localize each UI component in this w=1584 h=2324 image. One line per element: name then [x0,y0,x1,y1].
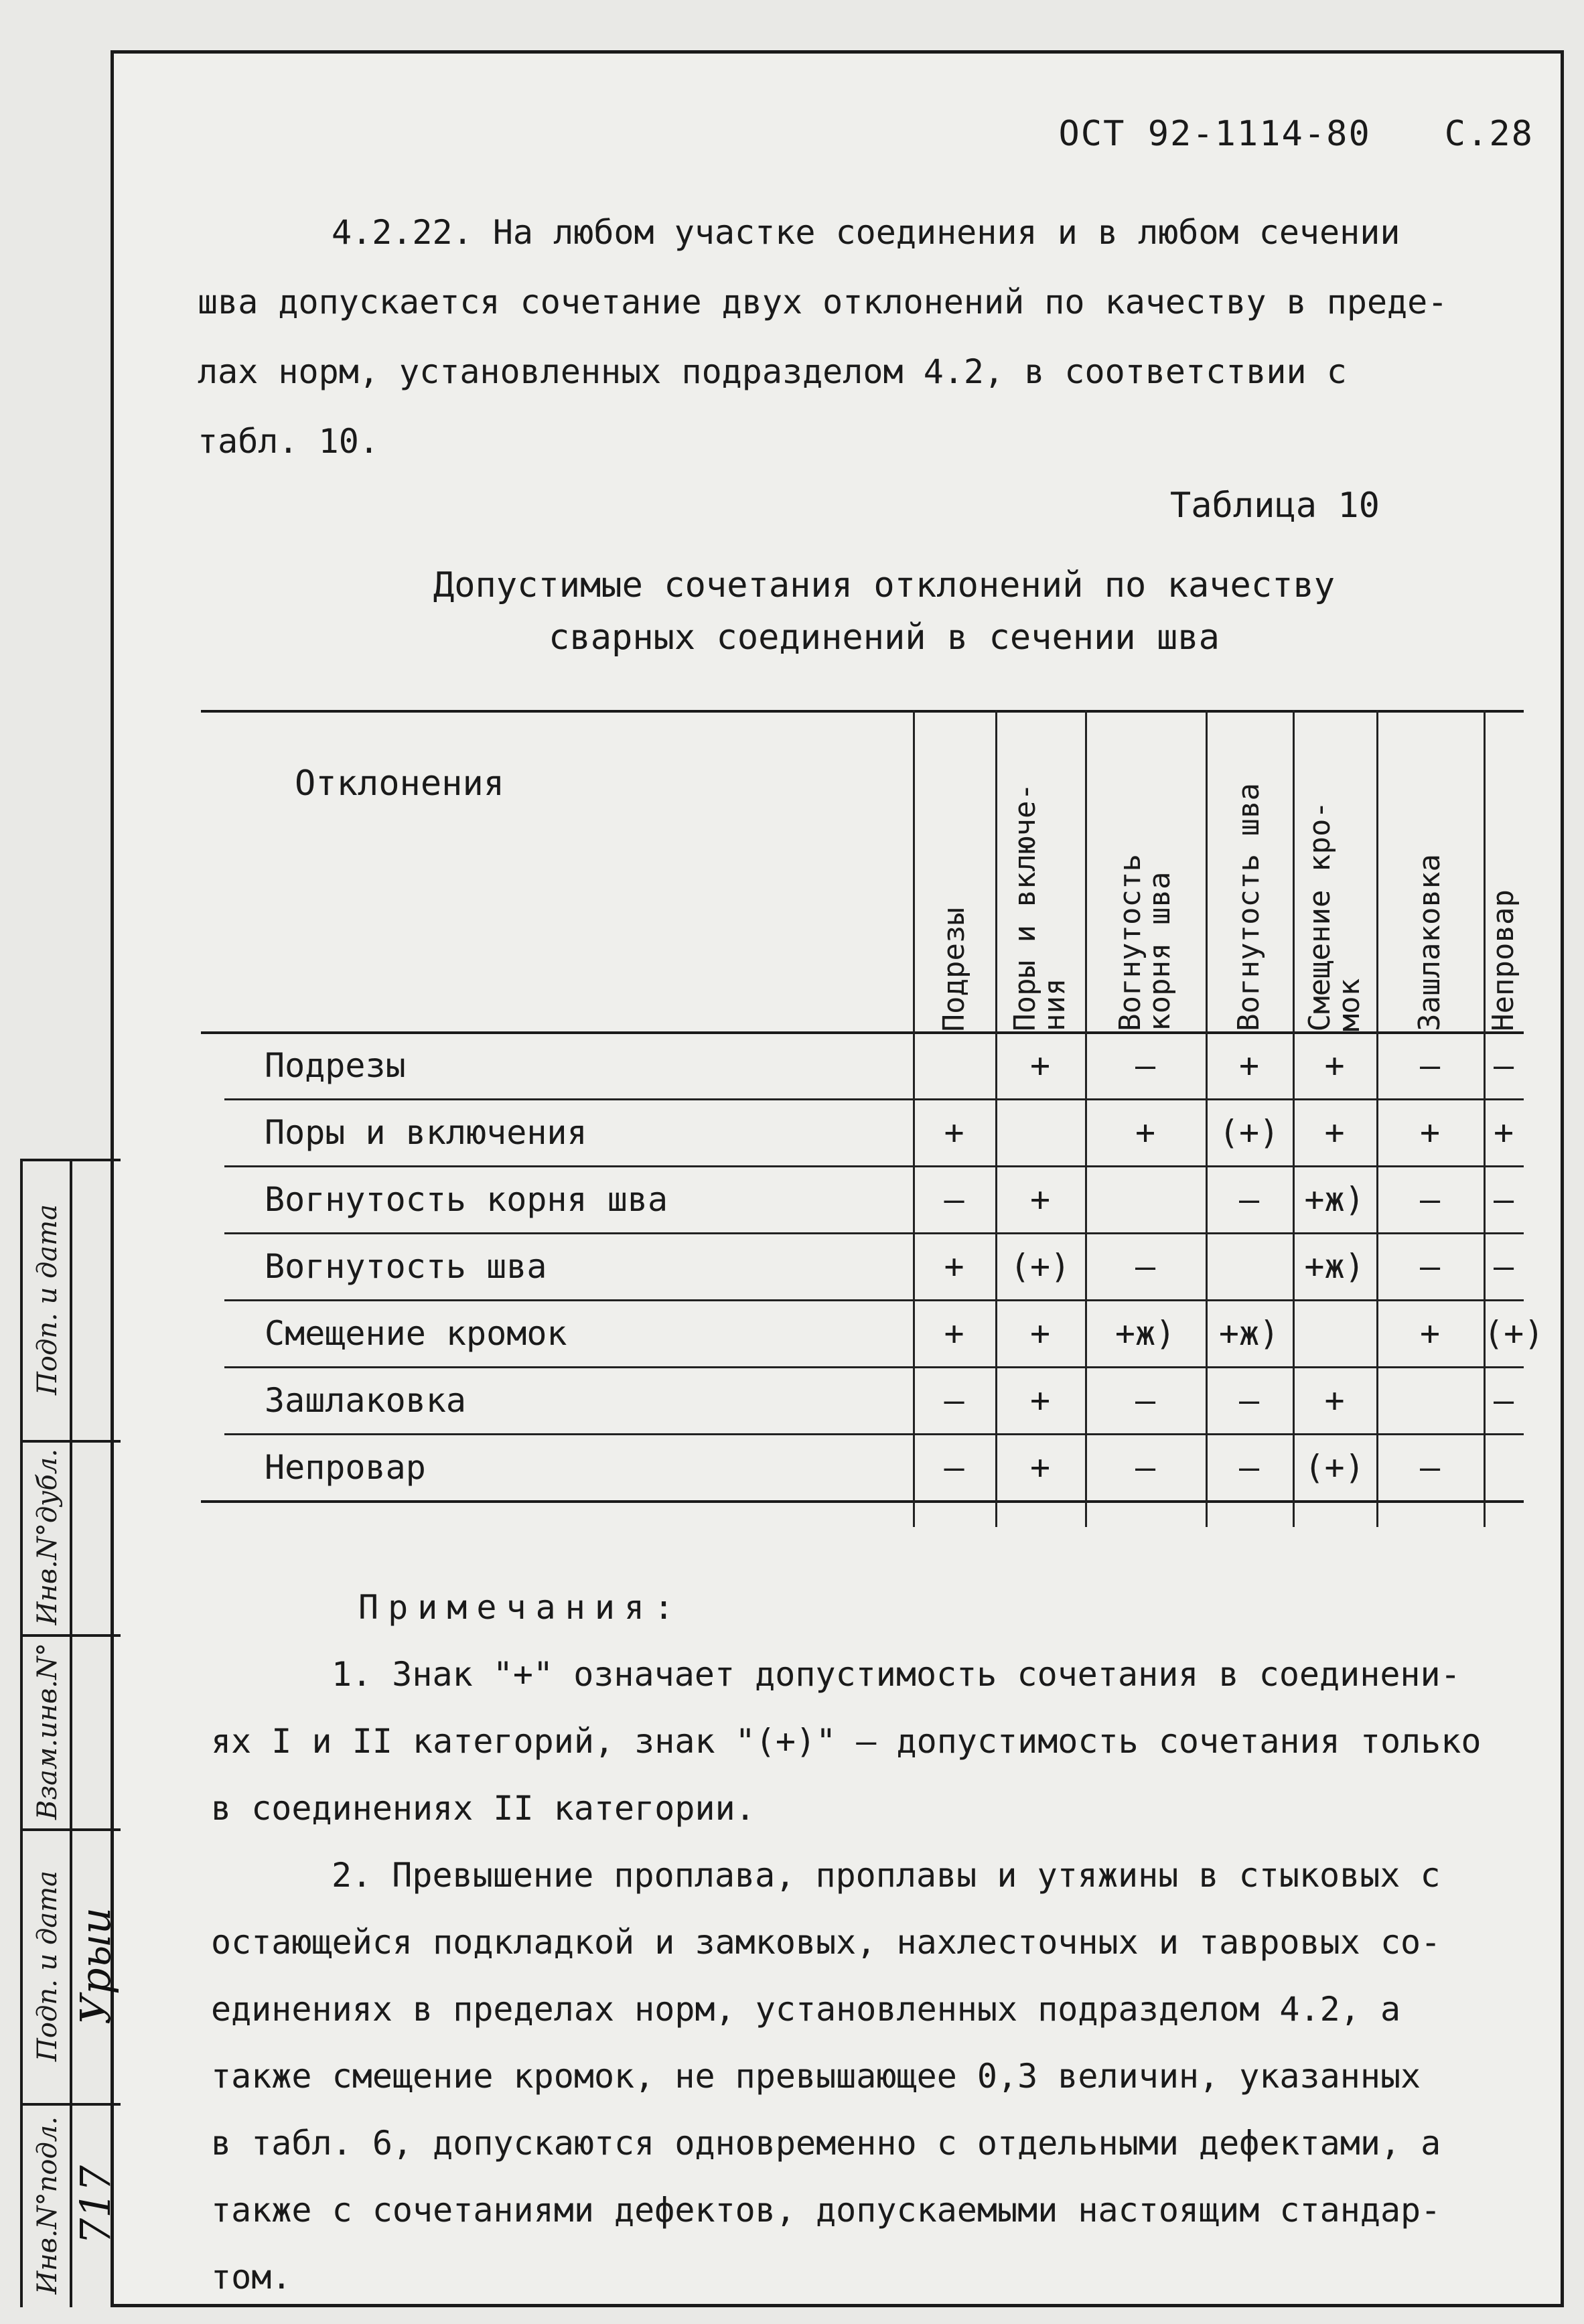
column-header-label: Смещение кро- мок [1302,800,1366,1031]
table-cell: + [1238,1046,1260,1085]
table-cell: +ж) [1114,1314,1176,1353]
column-header [1484,717,1524,1031]
note-line: 1. Знак "+" означает допустимость сочетания в соединени- [332,1655,1461,1694]
table-cell: (+) [1218,1113,1280,1152]
note-line: остающейся подкладкой и замковых, нахлесточных и тавровых со- [211,1923,1441,1962]
paragraph-4-2-22 [198,198,1537,476]
column-header [1293,717,1376,1031]
table-cell: – [1135,1046,1156,1085]
stamp-border [20,1159,23,2307]
document-stamp-sidebar [20,1159,121,2307]
column-header [1085,717,1206,1031]
table-row-rule [224,1232,1524,1234]
document-sheet [111,50,1564,2307]
table-cell: + [1029,1046,1051,1085]
paragraph-line: 4.2.22. На любом участке соединения и в любом сечении [332,213,1400,252]
table-cell: – [1419,1448,1441,1487]
page-header [1058,114,1534,154]
table-cell: + [1029,1314,1051,1353]
table-cell: + [1324,1113,1345,1152]
table-cell: – [1493,1180,1514,1219]
table-cell: – [1419,1046,1441,1085]
table-bottom-rule [201,1500,1524,1503]
table-header-rule [201,1031,1524,1034]
stamp-label-repl-inv: Взам.инв.N° [32,1642,63,1820]
paragraph-line: лах норм, установленных подразделом 4.2, в соответствии с [198,352,1347,391]
column-header [1376,717,1484,1031]
table-cell: + [1135,1113,1156,1152]
table-cell: + [1324,1381,1345,1420]
table-cell: + [944,1113,964,1152]
column-header-label: Подрезы [936,907,971,1031]
note-line: том. [211,2258,292,2297]
table-row-rule [224,1366,1524,1368]
handwritten-inv-number: 717 [70,2165,120,2245]
column-header-label: Вогнутость шва [1232,783,1266,1031]
column-header-label: Вогнутость корня шва [1113,854,1177,1031]
table-row-rule [224,1299,1524,1301]
table-cell: – [944,1180,964,1219]
row-label: Вогнутость шва [265,1247,547,1286]
stamp-label-sign-date-2: Подп. и дата [32,1870,63,2061]
notes-title: Примечания: [358,1588,684,1627]
column-header-label: Зашлаковка [1413,854,1447,1031]
table-cell: – [1238,1448,1260,1487]
stamp-label-sign-date: Подп. и дата [32,1204,63,1395]
table-cell: + [1419,1113,1441,1152]
table-cell: – [1238,1180,1260,1219]
table-cell: – [1135,1381,1156,1420]
table-row-rule [224,1098,1524,1100]
table-cell: +ж) [1218,1314,1280,1353]
row-label: Зашлаковка [265,1381,467,1420]
note-line: также с сочетаниями дефектов, допускаемыми настоящим стандар- [211,2191,1441,2230]
note-line: в табл. 6, допускаются одновременно с отдельными дефектами, а [211,2124,1441,2163]
table-cell: (+) [1009,1247,1071,1286]
table-cell: – [1238,1381,1260,1420]
column-header-label: Поры и включе- ния [1008,783,1072,1031]
table-cell: (+) [1304,1448,1365,1487]
note-line: ях I и II категорий, знак "(+)" – допустимость сочетания только [211,1722,1482,1761]
document-code: ОСТ 92-1114-80 [1058,114,1371,154]
note-line: также смещение кромок, не превышающее 0,3 величин, указанных [211,2057,1421,2096]
table-cell: +ж) [1304,1180,1365,1219]
table-cell: +ж) [1304,1247,1365,1286]
table-cell: – [944,1448,964,1487]
table-cell: – [1493,1247,1514,1286]
table-caption [114,559,1567,664]
table-cell: + [1419,1314,1441,1353]
column-header [1206,717,1293,1031]
note-line: единениях в пределах норм, установленных подразделом 4.2, а [211,1990,1401,2029]
table-caption-line2: сварных соединений в сечении шва [549,618,1220,658]
table-cell: – [1419,1180,1441,1219]
column-header [913,717,995,1031]
table-row-rule [224,1165,1524,1167]
table-cell: – [1135,1448,1156,1487]
row-label: Непровар [265,1448,426,1487]
table-cell: – [1493,1381,1514,1420]
stamp-label-orig-inv: Инв.N°подл. [32,2116,63,2295]
column-header [995,717,1085,1031]
table-cell: + [1493,1113,1514,1152]
note-line: 2. Превышение проплава, проплавы и утяжины в стыковых с [332,1856,1441,1895]
paragraph-line: табл. 10. [198,422,379,461]
page-number: С.28 [1444,114,1534,154]
table-top-rule [201,710,1524,713]
table-cell: – [1493,1046,1514,1085]
note-line: в соединениях II категории. [211,1789,755,1828]
table-cell: + [944,1247,964,1286]
handwritten-signature: Урыи [70,1907,120,2025]
paragraph-line: шва допускается сочетание двух отклонений по качеству в преде- [198,283,1448,321]
table-caption-line1: Допустимые сочетания отклонений по качеству [433,565,1336,605]
table-row-rule [224,1433,1524,1435]
table-cell: – [1419,1247,1441,1286]
table-cell: – [1135,1247,1156,1286]
stamp-label-dup-inv: Инв.N°дубл. [32,1449,63,1625]
table-cell: + [1029,1448,1051,1487]
row-label: Подрезы [265,1046,406,1085]
column-header-label: Непровар [1486,889,1520,1031]
table-cell: + [1029,1180,1051,1219]
notes-section [211,1574,1551,2311]
table-cell: + [1029,1381,1051,1420]
row-header-label: Отклонения [295,764,505,804]
table-cell: + [944,1314,964,1353]
row-label: Смещение кромок [265,1314,567,1353]
table-number: Таблица 10 [1169,486,1380,526]
row-label: Поры и включения [265,1113,587,1152]
table-cell: (+) [1484,1314,1544,1353]
table-cell: + [1324,1046,1345,1085]
table-cell: – [944,1381,964,1420]
row-label: Вогнутость корня шва [265,1180,668,1219]
